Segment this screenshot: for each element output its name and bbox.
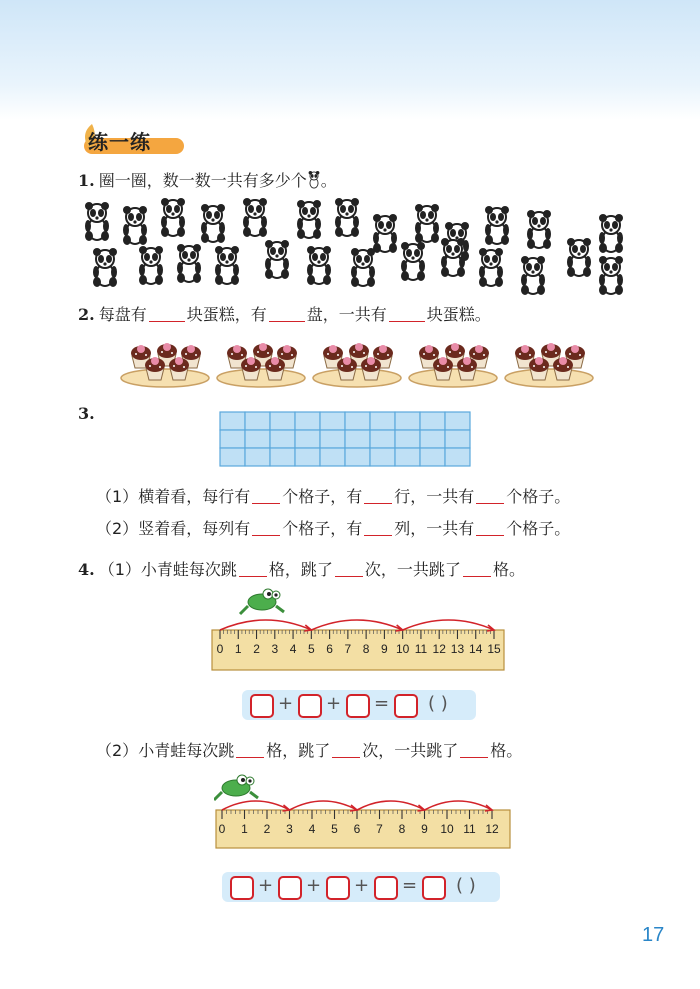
cupcake: [433, 357, 453, 380]
jump-arrowhead: [418, 805, 425, 811]
panda-icon: [598, 256, 624, 296]
number-line-ruler-1: [210, 586, 506, 672]
panda-icon: [200, 204, 226, 244]
question-number: 1.: [78, 171, 95, 190]
panda-icon: [160, 198, 186, 238]
question-text: 行，一共有: [394, 487, 475, 506]
cake-plate: [120, 336, 210, 388]
answer-square[interactable]: [374, 876, 398, 900]
answer-blank[interactable]: [335, 576, 363, 577]
panda-icon: [350, 248, 376, 288]
cake-plate: [216, 336, 306, 388]
answer-blank[interactable]: [149, 321, 185, 322]
ruler-tick-label: 7: [376, 822, 383, 836]
plus-sign: +: [306, 875, 322, 896]
grid-cell: [270, 430, 295, 448]
plus-sign: +: [326, 693, 342, 714]
question-text: 格。: [492, 560, 525, 579]
question-4-part-1: [78, 557, 525, 580]
ruler-tick-label: 2: [253, 642, 260, 656]
ruler-tick-label: 3: [271, 642, 279, 656]
section-title-text: 练一练: [88, 130, 151, 154]
answer-blank[interactable]: [364, 503, 392, 504]
cake-plate: [312, 336, 402, 388]
question-text: 个格子。: [506, 487, 571, 506]
ruler-tick-label: 0: [218, 822, 226, 836]
cupcake: [169, 357, 189, 380]
answer-square[interactable]: [346, 694, 370, 718]
header-band: [0, 0, 700, 120]
cupcake: [553, 357, 573, 380]
panda-icon: [520, 256, 546, 296]
answer-blank[interactable]: [389, 321, 425, 322]
frog-icon: [214, 775, 258, 800]
grid-cell: [220, 412, 245, 430]
equals-sign: =: [374, 693, 390, 714]
grid-cell: [320, 412, 345, 430]
jump-arc: [403, 620, 494, 630]
answer-blank[interactable]: [476, 503, 504, 504]
ruler-tick-label: 14: [469, 642, 483, 656]
grid-cell: [420, 430, 445, 448]
panda-icon: [84, 202, 110, 242]
unit-parentheses[interactable]: ( ): [428, 693, 448, 714]
sub-label: （2）: [96, 741, 139, 760]
answer-blank[interactable]: [463, 576, 491, 577]
question-text: 块蛋糕。: [426, 305, 491, 324]
frog-icon: [240, 589, 284, 614]
question-text: 次，一共跳了: [364, 560, 461, 579]
ruler-tick-label: 2: [263, 822, 271, 836]
grid-cell: [395, 412, 420, 430]
equation-box-1: [242, 690, 476, 720]
jump-arrowhead: [485, 805, 492, 811]
ruler-tick-label: 10: [440, 822, 454, 836]
panda-icon: [122, 206, 148, 246]
ruler-tick-label: 9: [381, 642, 388, 656]
answer-blank[interactable]: [252, 503, 280, 504]
answer-square[interactable]: [422, 876, 446, 900]
jump-arc: [222, 801, 290, 810]
plus-sign: +: [258, 875, 274, 896]
cupcake: [337, 357, 357, 380]
jump-arc: [220, 620, 311, 630]
ruler-tick-label: 13: [450, 642, 465, 656]
ruler-tick-label: 10: [395, 642, 410, 656]
grid-cell: [420, 412, 445, 430]
panda-icon: [296, 200, 322, 240]
panda-icon: [92, 248, 118, 288]
ruler-tick-label: 11: [414, 642, 428, 656]
panda-icon: [598, 214, 624, 254]
answer-square[interactable]: [394, 694, 418, 718]
answer-blank[interactable]: [236, 757, 264, 758]
panda-icon: [306, 246, 332, 286]
question-3-number: [78, 404, 99, 423]
question-text: 竖着看，每列有: [138, 519, 251, 538]
question-text: 块蛋糕，有: [186, 305, 267, 324]
grid-cell: [220, 448, 245, 466]
grid-cell: [245, 412, 270, 430]
question-number: 3.: [78, 404, 95, 423]
panda-icon: [334, 198, 360, 238]
answer-blank[interactable]: [239, 576, 267, 577]
grid-cell: [220, 430, 245, 448]
question-text: 次，一共跳了: [362, 741, 459, 760]
ruler-tick-label: 4: [289, 642, 297, 656]
cake-plate: [504, 336, 594, 388]
panda-icon: [307, 171, 321, 189]
question-text: 列，一共有: [394, 519, 475, 538]
grid-cell: [395, 448, 420, 466]
grid-cell: [445, 448, 470, 466]
answer-blank[interactable]: [252, 535, 280, 536]
question-text: 格，跳了: [266, 741, 331, 760]
sub-label: （2）: [96, 519, 139, 538]
ruler-tick-label: 1: [241, 822, 248, 836]
unit-parentheses[interactable]: ( ): [456, 875, 476, 896]
grid-cell: [320, 430, 345, 448]
grid-cell: [295, 430, 320, 448]
question-text: 小青蛙每次跳: [140, 560, 237, 579]
grid-cell: [295, 448, 320, 466]
ruler-tick-label: 6: [326, 642, 333, 656]
equation-box-2: [222, 872, 500, 902]
grid-cell: [320, 448, 345, 466]
ruler-tick-label: 11: [463, 822, 476, 836]
section-title: [80, 124, 190, 156]
panda-icon: [214, 246, 240, 286]
grid-cell: [445, 430, 470, 448]
answer-blank[interactable]: [364, 535, 392, 536]
jump-arc: [290, 801, 358, 810]
ruler-tick-label: 7: [344, 642, 352, 656]
jump-arrowhead: [283, 805, 290, 811]
question-text: 格。: [490, 741, 523, 760]
cupcake: [241, 357, 261, 380]
ruler-tick-label: 3: [286, 822, 293, 836]
question-text: 格，跳了: [268, 560, 333, 579]
answer-blank[interactable]: [332, 757, 360, 758]
grid-cell: [295, 412, 320, 430]
cupcake: [145, 357, 165, 380]
answer-blank[interactable]: [460, 757, 488, 758]
question-number: 2.: [78, 305, 95, 324]
ruler-tick-label: 15: [487, 642, 501, 656]
panda-icon: [138, 246, 164, 286]
grid-cell: [370, 412, 395, 430]
question-number: 4.: [78, 560, 95, 579]
panda-icon: [484, 206, 510, 246]
question-3-part-2: [96, 516, 570, 539]
answer-square[interactable]: [230, 876, 254, 900]
question-text-end: 。: [320, 171, 337, 190]
panda-icon: [566, 238, 592, 278]
ruler-tick-label: 4: [308, 822, 316, 836]
grid-of-squares: [218, 410, 472, 468]
panda-icon: [400, 242, 426, 282]
ruler-tick-label: 8: [398, 822, 406, 836]
grid-cell: [370, 448, 395, 466]
answer-blank[interactable]: [476, 535, 504, 536]
cupcake: [265, 357, 285, 380]
jump-arrowhead: [350, 805, 357, 811]
ruler-tick-label: 1: [234, 642, 242, 656]
panda-icon: [440, 238, 466, 278]
ruler-tick-label: 0: [216, 642, 224, 656]
question-4-part-2: [96, 738, 522, 761]
grid-cell: [245, 430, 270, 448]
answer-square[interactable]: [326, 876, 350, 900]
panda-icon: [478, 248, 504, 288]
sub-label: （1）: [96, 487, 139, 506]
ruler-tick-label: 12: [485, 822, 499, 836]
plus-sign: +: [354, 875, 370, 896]
cupcake: [529, 357, 549, 380]
grid-cell: [345, 430, 370, 448]
question-text: 个格子，有: [282, 519, 363, 538]
ruler-tick-label: 6: [353, 822, 361, 836]
answer-square[interactable]: [250, 694, 274, 718]
panda-icon: [526, 210, 552, 250]
jump-arc: [357, 801, 425, 810]
grid-cell: [395, 430, 420, 448]
grid-cell: [270, 448, 295, 466]
question-text: 每盘有: [98, 305, 147, 324]
answer-square[interactable]: [278, 876, 302, 900]
question-text: 个格子。: [506, 519, 571, 538]
question-3-part-1: [96, 484, 570, 507]
cupcake: [361, 357, 381, 380]
sub-label: （1）: [98, 560, 141, 579]
question-text: 横着看，每行有: [138, 487, 251, 506]
panda-icon: [264, 240, 290, 280]
jump-arc: [425, 801, 493, 810]
ruler-tick-label: 8: [362, 642, 370, 656]
plus-sign: +: [278, 693, 294, 714]
panda-icon: [414, 204, 440, 244]
grid-cell: [345, 412, 370, 430]
cupcake: [457, 357, 477, 380]
answer-blank[interactable]: [269, 321, 305, 322]
ruler-tick-label: 5: [331, 822, 338, 836]
grid-cell: [420, 448, 445, 466]
answer-square[interactable]: [298, 694, 322, 718]
equals-sign: =: [402, 875, 418, 896]
ruler-tick-label: 5: [307, 642, 315, 656]
ruler-tick-label: 9: [421, 822, 428, 836]
grid-cell: [345, 448, 370, 466]
question-text: 盘，一共有: [306, 305, 387, 324]
cake-plate: [408, 336, 498, 388]
grid-cell: [445, 412, 470, 430]
question-1: [78, 168, 337, 191]
ruler-tick-label: 12: [432, 642, 446, 656]
question-text: 圈一圈，数一数一共有多少个: [98, 171, 307, 190]
question-text: 小青蛙每次跳: [138, 741, 235, 760]
grid-cell: [245, 448, 270, 466]
panda-icon: [176, 244, 202, 284]
question-text: 个格子，有: [282, 487, 363, 506]
jump-arc: [311, 620, 402, 630]
page-number: 17: [642, 924, 665, 946]
panda-icon: [242, 198, 268, 238]
number-line-ruler-2: [214, 770, 514, 850]
grid-cell: [370, 430, 395, 448]
question-2: [78, 302, 491, 325]
grid-cell: [270, 412, 295, 430]
